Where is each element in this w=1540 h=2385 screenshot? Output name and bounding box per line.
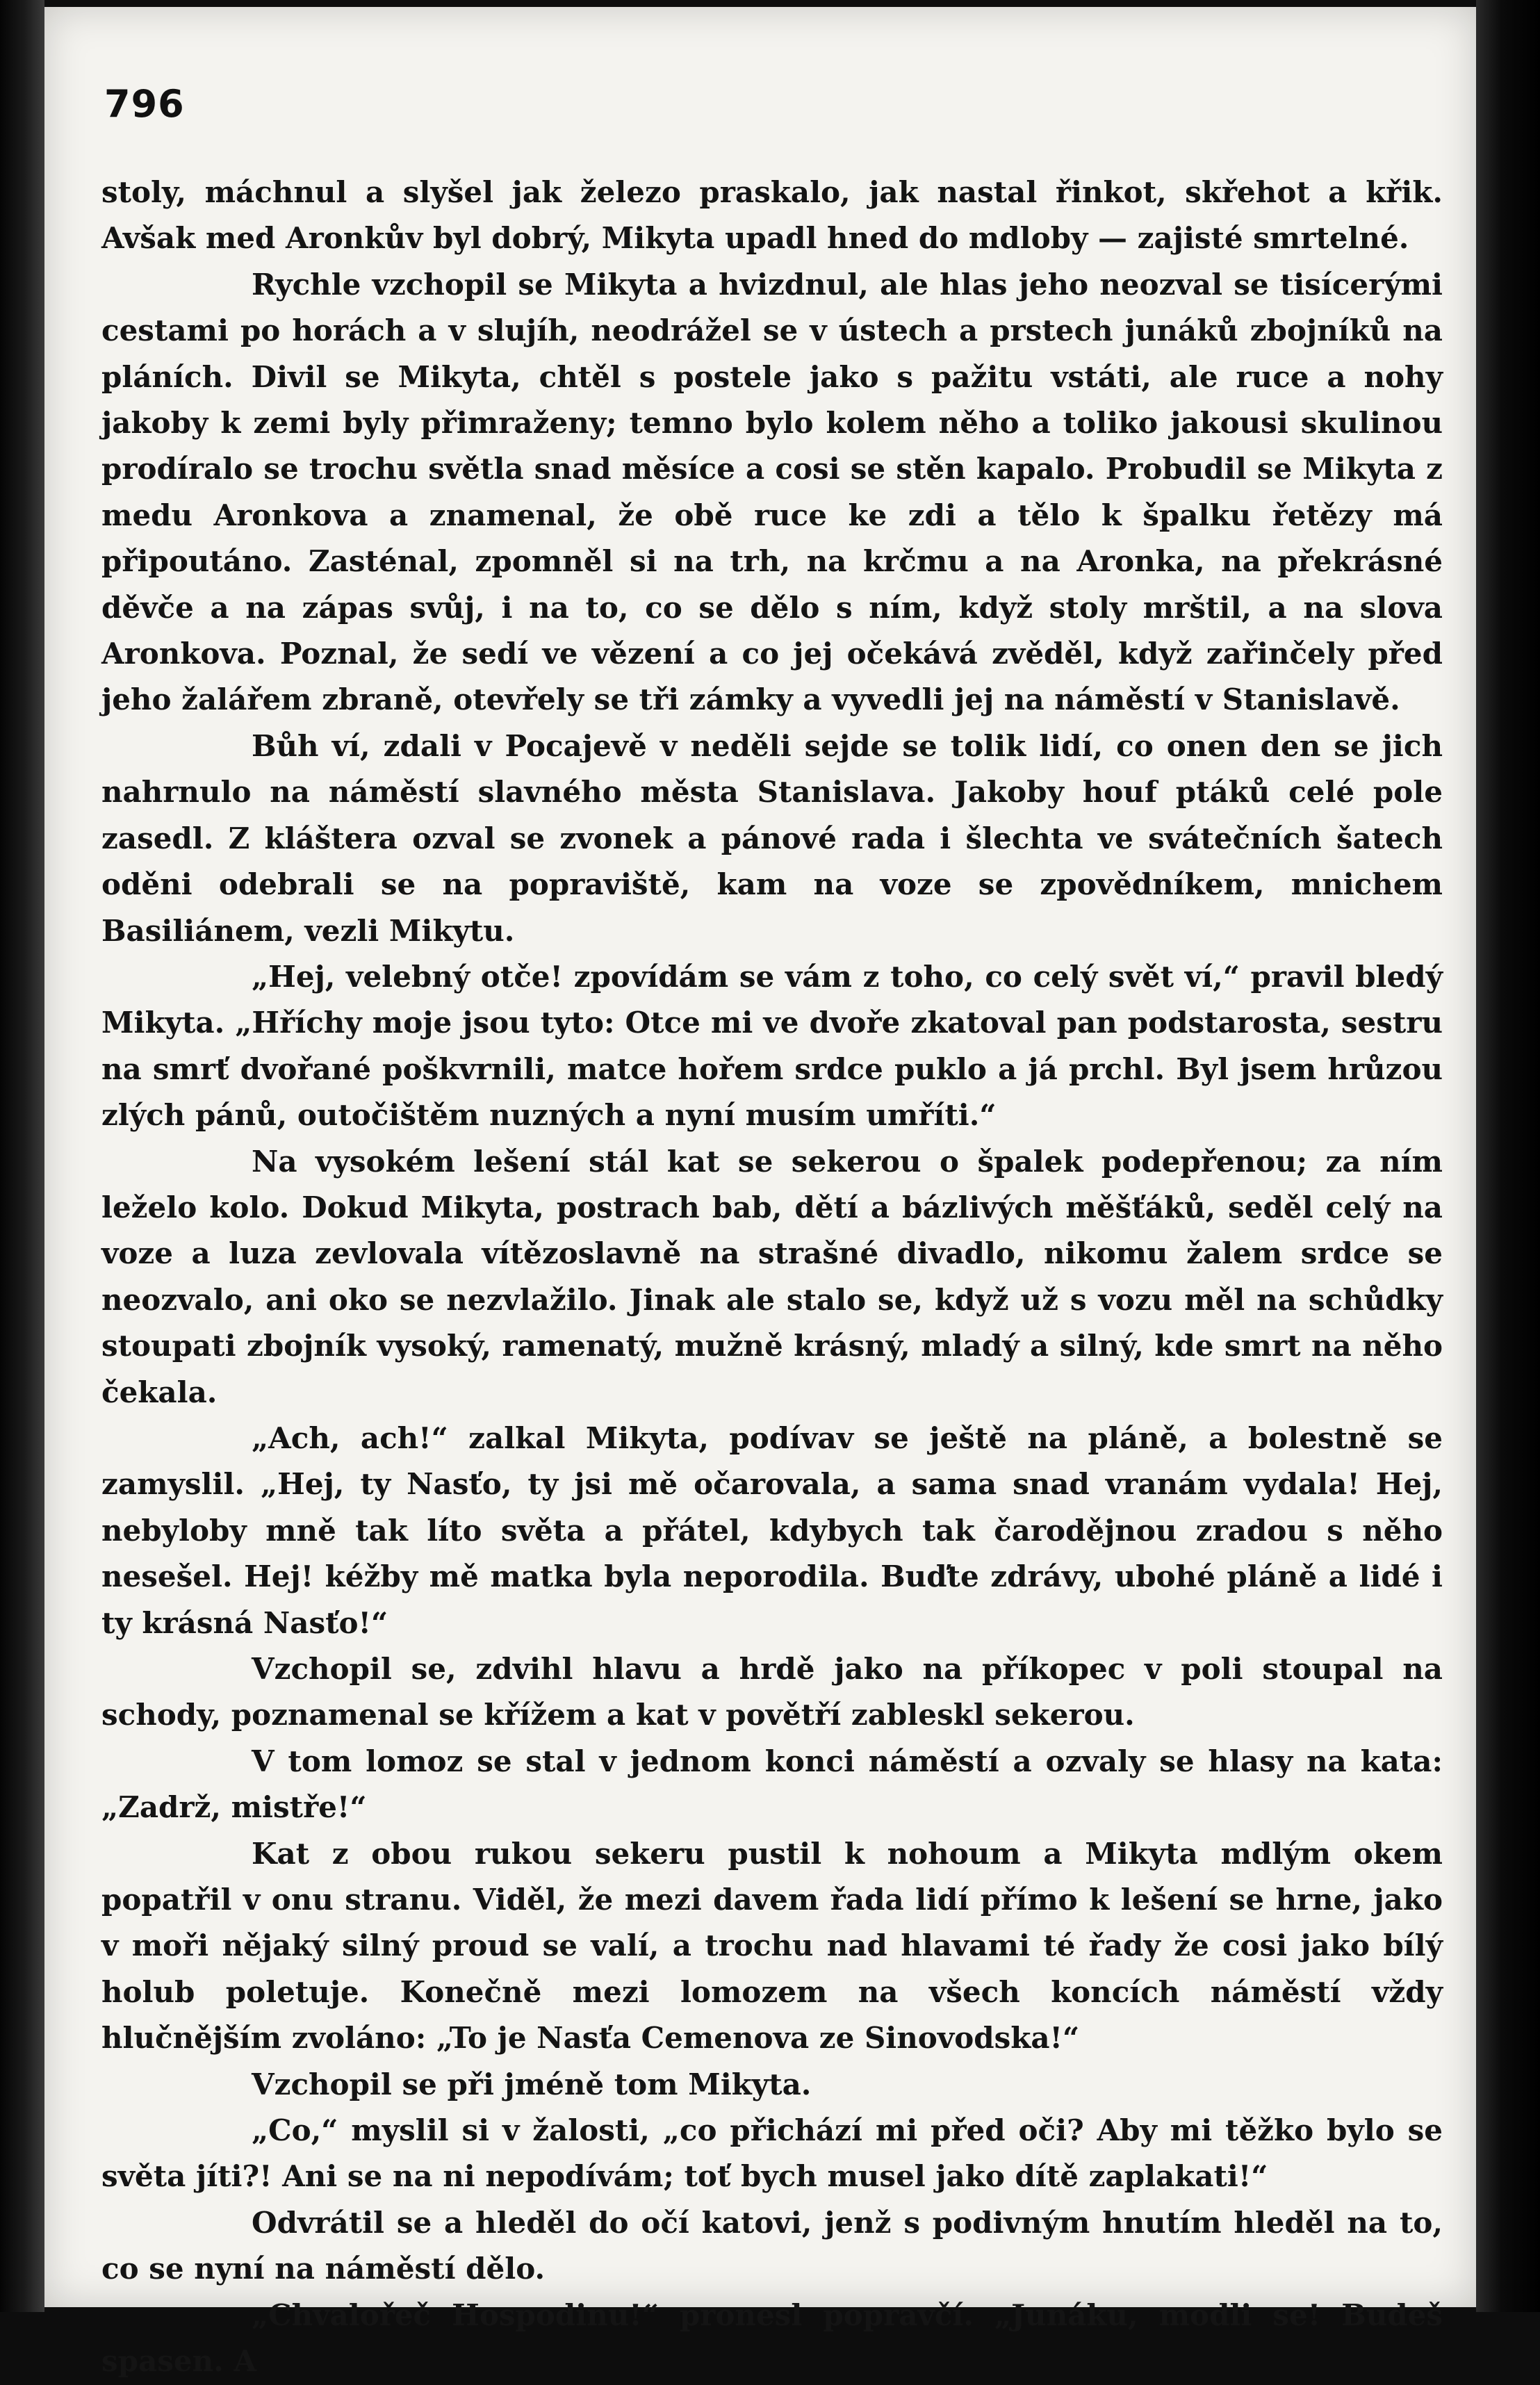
paragraph: Na vysokém lešení stál kat se sekerou o špalek podepřenou; za ním leželo kolo. Dokud Mikyta, postrach bab, dětí a bázlivých měšťáků, seděl celý na voze a luza zevlovala vítězoslavně na strašné divadlo, nikomu žalem srdce se neozvalo, ani oko se nezvlažilo. Jinak ale stalo se, když už s vozu měl na schůdky stoupati zbojník vysoký, ramenatý, mužně krásný, mladý a silný, kde smrt na něho čekala. [101, 1144, 1443, 1409]
paragraph: stoly, máchnul a slyšel jak železo praskalo, jak nastal řinkot, skřehot a křik. Avšak med Aronkův byl dobrý, Mikyta upadl hned do mdloby — zajisté smrtelné. [101, 175, 1443, 256]
paragraph: Odvrátil se a hleděl do očí katovi, jenž s podivným hnutím hleděl na to, co se nyní na náměstí dělo. [101, 2205, 1443, 2286]
scan-left-edge [0, 0, 44, 2312]
paragraph: Bůh ví, zdali v Pocajevě v neděli sejde se tolik lidí, co onen den se jich nahrnulo na náměstí slavného města Stanislava. Jakoby houf ptáků celé pole zasedl. Z kláštera ozval se zvonek a pánové rada i šlechta ve svátečních šatech oděni odebrali se na popraviště, kam na voze se zpovědníkem, mnichem Basiliánem, vezli Mikytu. [101, 728, 1443, 948]
paragraph: Vzchopil se, zdvihl hlavu a hrdě jako na příkopec v poli stoupal na schody, poznamenal se křížem a kat v povětří zableskl sekerou. [101, 1652, 1443, 1732]
paragraph: „Hej, velebný otče! zpovídám se vám z toho, co celý svět ví,“ pravil bledý Mikyta. „Hříchy moje jsou tyto: Otce mi ve dvoře zkatoval pan podstarosta, sestru na smrť dvořané poškvrnili, matce hořem srdce puklo a já prchl. Byl jsem hrůzou zlých pánů, outočištěm nuzných a nyní musím umříti.“ [101, 959, 1443, 1133]
paragraph: V tom lomoz se stal v jednom konci náměstí a ozvaly se hlasy na kata: „Zadrž, mistře!“ [101, 1744, 1443, 1825]
paragraph: Kat z obou rukou sekeru pustil k nohoum a Mikyta mdlým okem popatřil v onu stranu. Viděl, že mezi davem řada lidí přímo k lešení se hrne, jako v moři nějaký silný proud se valí, a trochu nad hlavami té řady že cosi jako bílý holub poletuje. Konečně mezi lomozem na všech koncích náměstí vždy hlučnějším zvoláno: „To je Nasťa Cemenova ze Sinovodska!“ [101, 1836, 1443, 2056]
scan-right-edge [1476, 0, 1540, 2312]
paragraph: „Ach, ach!“ zalkal Mikyta, podívav se ještě na pláně, a bolestně se zamyslil. „Hej, ty Nasťo, ty jsi mě očarovala, a sama snad vranám vydala! Hej, nebyloby mně tak líto světa a přátel, kdybych tak čarodějnou zradou s něho nesešel. Hej! kéžby mě matka byla neporodila. Buďte zdrávy, ubohé pláně a lidé i ty krásná Nasťo!“ [101, 1420, 1443, 1640]
paragraph: „Chvalořeč Hospodinu!“ pronesl popravčí. „Junáku, modli se! Budeš spasen. A [101, 2297, 1443, 2379]
page-number: 796 [104, 82, 185, 126]
paragraph: „Co,“ myslil si v žalosti, „co přichází mi před oči? Aby mi těžko bylo se světa jíti?! Ani se na ni nepodívám; toť bych musel jako dítě zaplakati!“ [101, 2113, 1443, 2194]
paragraph: Vzchopil se při jméně tom Mikyta. [252, 2067, 812, 2101]
paragraph: Rychle vzchopil se Mikyta a hvizdnul, ale hlas jeho neozval se tisícerými cestami po horách a v slujíh, neodrážel se v ústech a prstech junáků zbojníků na pláních. Divil se Mikyta, chtěl s postele jako s pažitu vstáti, ale ruce a nohy jakoby k zemi byly přimraženy; temno bylo kolem něho a toliko jakousi skulinou prodíralo se trochu světla snad měsíce a cosi se stěn kapalo. Probudil se Mikyta z medu Aronkova a znamenal, že obě ruce ke zdi a tělo k špalku řetězy má připoutáno. Zasténal, zpomněl si na trh, na krčmu a na Aronka, na překrásné děvče a na zápas svůj, i na to, co se dělo s ním, když stoly mrštil, a na slova Aronkova. Poznal, že sedí ve vězení a co jej očekává zvěděl, když zařinčely před jeho žalářem zbraně, otevřely se tři zámky a vyvedli jej na náměstí v Stanislavě. [101, 267, 1443, 717]
page-text [101, 170, 1443, 2385]
